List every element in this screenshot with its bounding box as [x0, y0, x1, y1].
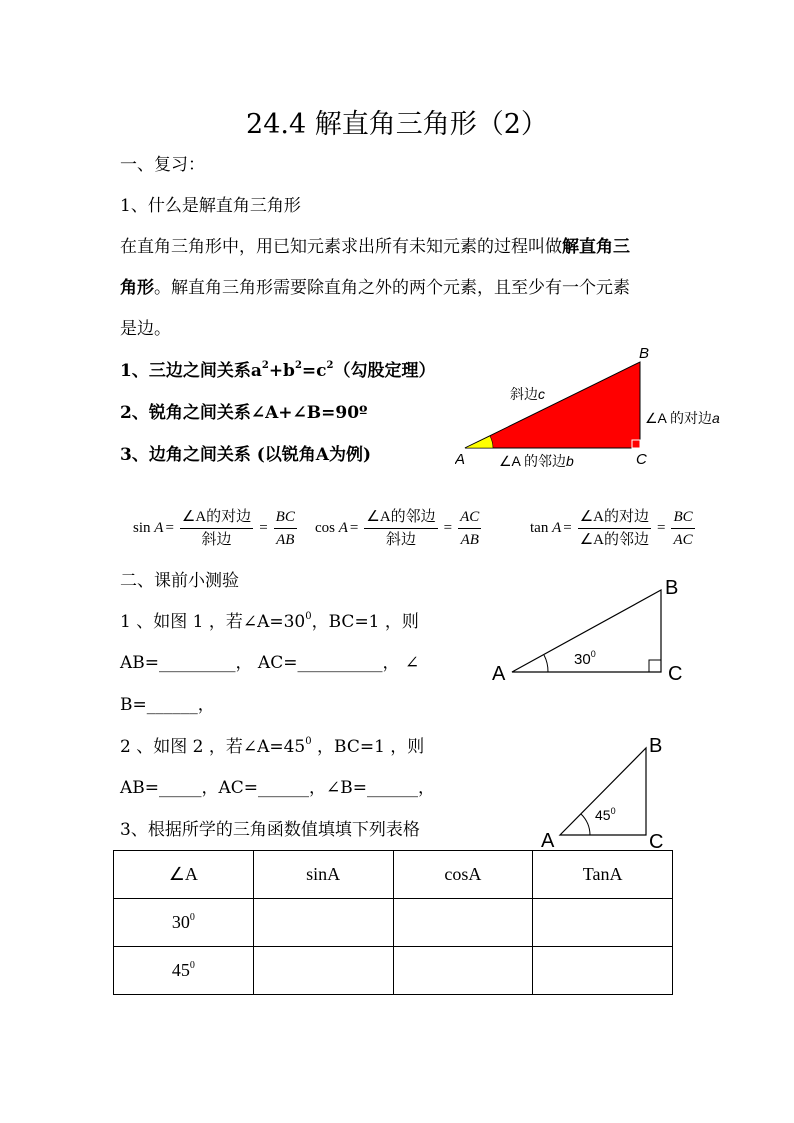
figure-1-label-b: B [665, 577, 679, 599]
sup-a: 2 [261, 360, 269, 372]
cos-eq-1: = [349, 519, 359, 536]
figure-1-angle-label: $30^0$ [574, 649, 596, 668]
quiz-q2-line2: AB=_____，AC=______，∠B=______， [120, 778, 436, 798]
definition-text: 在直角三角形中，用已知元素求出所有未知元素的过程叫做 [120, 237, 562, 257]
relation-sides [120, 356, 436, 381]
figure-1-triangle [488, 572, 698, 687]
q1-suffix: ，BC=1 ，则 [311, 612, 419, 632]
table-header-tan: TanA [533, 851, 673, 899]
page-title: 24.4 解直角三角形（2） [246, 109, 548, 140]
tan-fraction-words: $\frac{\text{∠A的对边}}{\text{∠A的邻边}}$ [579, 508, 649, 548]
table-header-sin: sinA [253, 851, 393, 899]
figure-2-triangle [538, 728, 678, 853]
figure-2-label-a: A [541, 830, 555, 852]
section-heading-quiz: 二、课前小测验 [120, 571, 239, 591]
relation-side-angle: 3、边角之间关系 (以锐角A为例) [120, 445, 372, 465]
table-cell-angle-45: $45^0$ [114, 947, 254, 995]
tan-eq-1: = [563, 519, 572, 536]
quiz-q1-line3: B=______， [120, 695, 215, 715]
cos-fraction-words: $\frac{\text{∠A的邻边}}{\text{斜边}}$ [366, 508, 436, 548]
figure-2-angle-label: $45^0$ [595, 806, 616, 823]
tan-formula [530, 503, 699, 553]
figure-1-right-angle [649, 660, 661, 672]
figure-1-label-a: A [492, 663, 506, 685]
tan-fraction-letters: $\frac{BC}{AC}$ [673, 508, 693, 548]
table-cell-cos-45[interactable] [393, 947, 533, 995]
table-header-angle: ∠A [114, 851, 254, 899]
table-cell-tan-30[interactable] [533, 899, 673, 947]
quiz-q2-line1 [120, 732, 424, 757]
definition-line-1 [120, 232, 630, 257]
figure-2-angle-arc [581, 814, 590, 835]
quiz-q3: 3、根据所学的三角函数值填填下列表格 [120, 820, 420, 840]
sup-b: 2 [294, 360, 302, 372]
quiz-q1-line1 [120, 607, 419, 632]
question-what-is: 1、什么是解直角三角形 [120, 196, 301, 216]
relation-sides-note: （勾股定理） [333, 361, 436, 381]
q1-prefix: 1 、如图 1 ，若∠A=30 [120, 612, 306, 632]
angle-a-marker [465, 436, 493, 448]
cos-formula [315, 503, 485, 553]
sin-lhs: sin A [133, 519, 164, 536]
hypotenuse-label: 斜边c [510, 386, 545, 402]
triangle-fill [465, 362, 640, 448]
sin-fraction-words: $\frac{\text{∠A的对边}}{\text{斜边}}$ [181, 508, 252, 548]
figure-1-label-c: C [668, 663, 683, 685]
definition-line-3: 是边。 [120, 319, 171, 339]
relation-sides-a: 1、三边之间关系a [120, 361, 262, 381]
definition-text-2: 。解直角三角形需要除直角之外的两个元素，且至少有一个元素 [154, 278, 630, 298]
sin-eq-1: = [165, 519, 174, 536]
sin-eq-2: = [259, 519, 268, 536]
q2-prefix: 2 、如图 2 ，若∠A=45 [120, 737, 306, 757]
opposite-side-label: ∠A 的对边a [645, 410, 720, 426]
figure-2-label-c: C [649, 831, 664, 853]
relation-sides-b: +b [268, 361, 295, 381]
figure-2-label-b: B [649, 735, 663, 757]
sup-c: 2 [326, 360, 334, 372]
table-header-cos: cosA [393, 851, 533, 899]
table-cell-angle-30: $30^0$ [114, 899, 254, 947]
relation-angles: 2、锐角之间关系∠A+∠B=90º [120, 403, 368, 423]
table-row [114, 899, 673, 947]
figure-1-angle-arc [544, 655, 548, 672]
sin-formula [133, 503, 301, 553]
tan-lhs: tan A [530, 519, 562, 536]
definition-term: 解直角三 [562, 237, 630, 257]
table-cell-tan-45[interactable] [533, 947, 673, 995]
definition-term-cont: 角形 [120, 278, 154, 298]
vertex-b-label: B [639, 345, 650, 362]
cos-eq-2: = [443, 519, 453, 536]
q1-sup: 0 [305, 611, 312, 623]
adjacent-side-label: ∠A 的邻边b [499, 453, 574, 469]
vertex-c-label: C [636, 451, 647, 468]
table-row [114, 947, 673, 995]
definition-line-2 [120, 273, 630, 298]
vertex-a-label: A [455, 451, 466, 468]
relation-sides-c: =c [301, 361, 327, 381]
table-header-row [114, 851, 673, 899]
trig-value-table [113, 850, 673, 995]
quiz-q1-line2: AB=_________， AC=__________， ∠ [120, 653, 420, 673]
section-heading-review: 一、复习： [120, 155, 205, 175]
cos-fraction-letters: $\frac{AC}{AB}$ [460, 508, 480, 548]
q2-sup: 0 [305, 736, 312, 748]
table-cell-sin-45[interactable] [253, 947, 393, 995]
tan-eq-2: = [657, 519, 666, 536]
cos-lhs: cos A [315, 519, 348, 536]
table-cell-cos-30[interactable] [393, 899, 533, 947]
right-triangle-diagram [455, 340, 765, 475]
sin-fraction-letters: $\frac{BC}{AB}$ [275, 508, 295, 548]
table-cell-sin-30[interactable] [253, 899, 393, 947]
q2-suffix: ，BC=1 ，则 [311, 737, 425, 757]
